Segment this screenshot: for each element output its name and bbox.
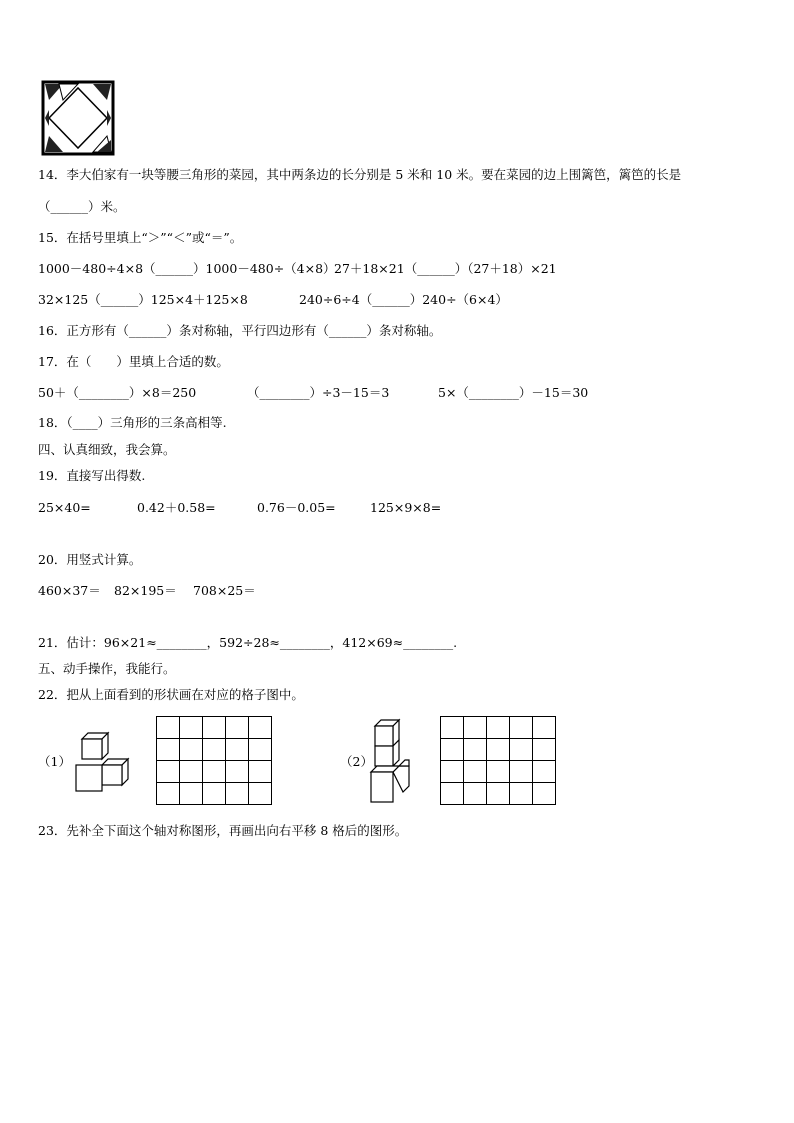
section4-heading: 四、认真细致，我会算。 <box>38 442 176 457</box>
answer-grid-2[interactable] <box>440 716 556 805</box>
q16-text[interactable]: 16．正方形有（______）条对称轴，平行四边形有（______）条对称轴。 <box>38 323 442 338</box>
q17-b[interactable]: （________）÷3－15＝3 <box>247 385 390 400</box>
q14-answer-blank[interactable]: （______）米。 <box>38 199 126 214</box>
q14-text: 14．李大伯家有一块等腰三角形的菜园，其中两条边的长分别是 5 米和 10 米。要在菜园的边上围篱笆，篱笆的长是 <box>38 167 682 182</box>
q15-title: 15．在括号里填上“＞”“＜”或“＝”。 <box>38 230 243 245</box>
q19-item: 125×9×8= <box>370 500 442 515</box>
folded-square-figure <box>41 80 115 156</box>
q21-text[interactable]: 21．估计：96×21≈________，592÷28≈________，412×69≈________. <box>38 635 458 650</box>
q22-label-2: （2） <box>340 754 373 769</box>
q22-title: 22．把从上面看到的形状画在对应的格子图中。 <box>38 687 304 702</box>
q19-item: 25×40= <box>38 500 91 515</box>
cube-stack-figure-1 <box>72 731 130 793</box>
q17-c[interactable]: 5×（________）－15＝30 <box>438 385 589 400</box>
q20-title: 20．用竖式计算。 <box>38 552 142 567</box>
section5-heading: 五、动手操作，我能行。 <box>38 661 176 676</box>
q22-label-1: （1） <box>38 754 71 769</box>
q15-row2a[interactable]: 32×125（______）125×4＋125×8 <box>38 292 248 307</box>
q15-row1b[interactable]: 27＋18×21（______）（27＋18）×21 <box>334 261 557 276</box>
q20-item: 82×195＝ <box>114 583 177 598</box>
q19-item: 0.42＋0.58= <box>137 500 216 515</box>
q19-item: 0.76－0.05= <box>257 500 336 515</box>
q17-title: 17．在（ ）里填上合适的数。 <box>38 354 229 369</box>
q18-text[interactable]: 18．（____）三角形的三条高相等. <box>38 415 227 430</box>
q15-row1a[interactable]: 1000－480÷4×8（______）1000－480÷（4×8） <box>38 261 336 276</box>
q15-row2b[interactable]: 240÷6÷4（______）240÷（6×4） <box>299 292 508 307</box>
q17-a[interactable]: 50＋（________）×8＝250 <box>38 385 197 400</box>
q20-item: 460×37＝ <box>38 583 101 598</box>
cube-stack-figure-2 <box>367 718 413 806</box>
q23-text: 23．先补全下面这个轴对称图形，再画出向右平移 8 格后的图形。 <box>38 823 408 838</box>
q20-item: 708×25＝ <box>193 583 256 598</box>
q19-title: 19．直接写出得数. <box>38 468 146 483</box>
answer-grid-1[interactable] <box>156 716 272 805</box>
